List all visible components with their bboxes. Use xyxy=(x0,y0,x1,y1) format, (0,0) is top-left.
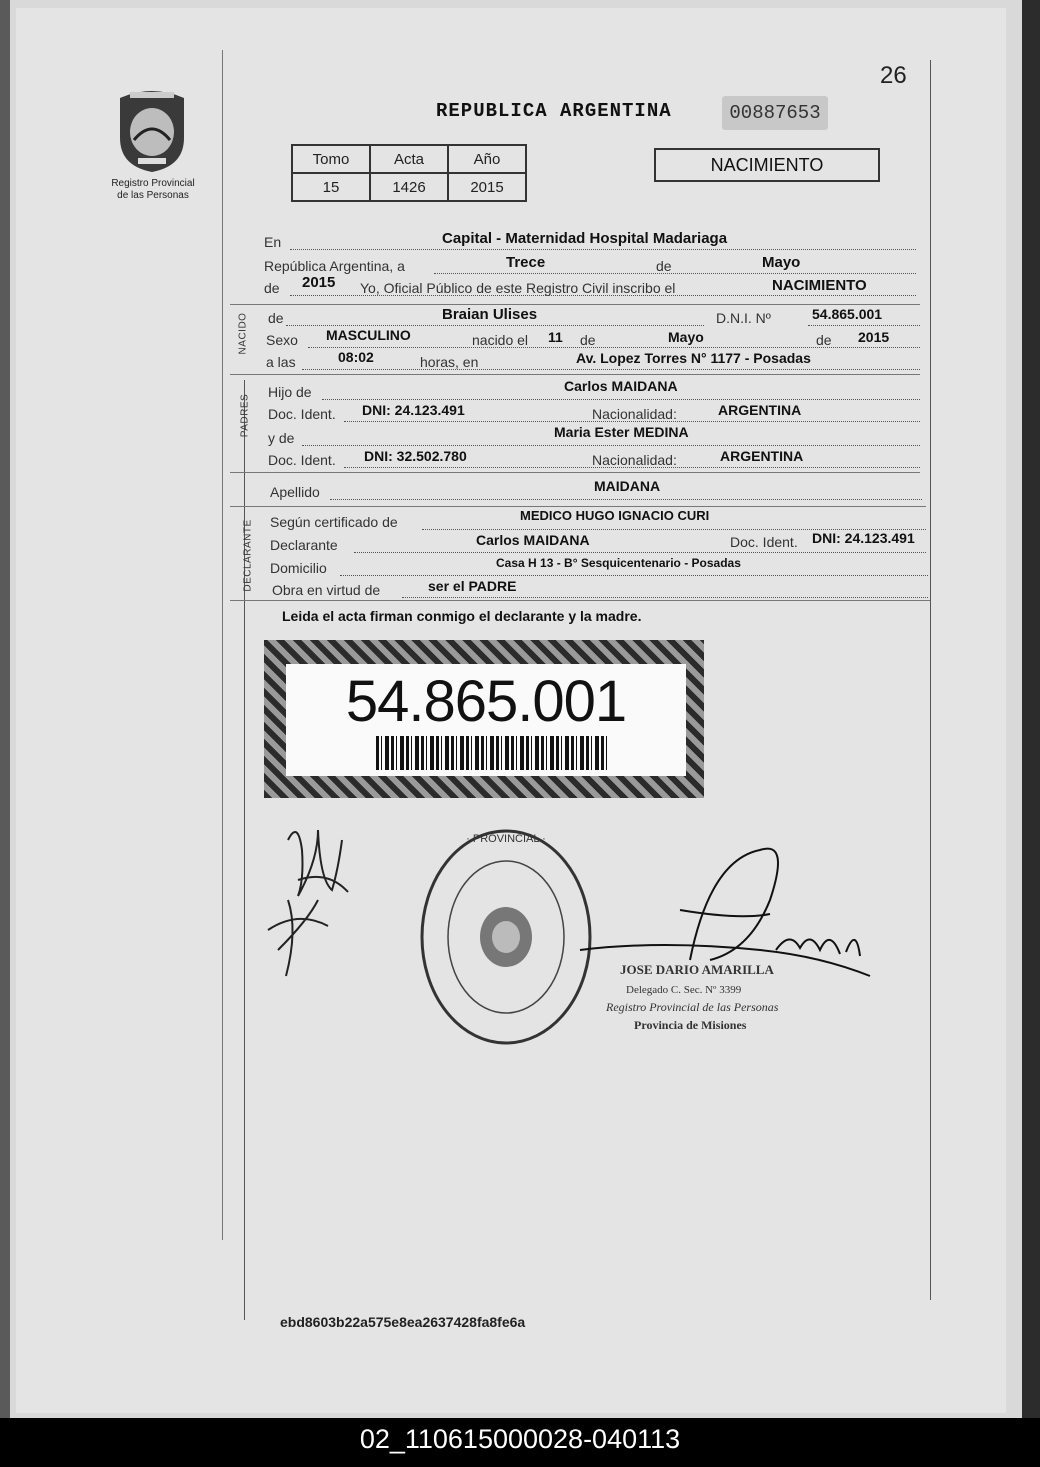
inscribe-value: NACIMIENTO xyxy=(772,277,867,294)
dotted-line xyxy=(434,272,916,274)
left-margin-line xyxy=(222,50,223,1240)
section-label-nacido: NACIDO xyxy=(237,312,249,355)
dotted-line xyxy=(330,498,922,500)
father-doc: DNI: 24.123.491 xyxy=(362,402,465,418)
dotted-line xyxy=(340,574,928,576)
obra-label: Obra en virtud de xyxy=(272,582,381,598)
horas-label: horas, en xyxy=(420,354,479,370)
svg-text:· PROVINCIAL ·: · PROVINCIAL · xyxy=(466,833,546,845)
birth-address: Av. Lopez Torres N° 1177 - Posadas xyxy=(576,350,811,366)
sexo-value: MASCULINO xyxy=(326,327,411,343)
official-registry: Registro Provincial de las Personas xyxy=(606,1000,779,1014)
registry-header-acta: Acta xyxy=(370,145,448,173)
mother-nationality: ARGENTINA xyxy=(720,448,804,464)
de2-label: de xyxy=(264,280,280,296)
dotted-line xyxy=(286,324,704,326)
month-word: Mayo xyxy=(762,254,801,271)
dni-sticker xyxy=(264,640,704,798)
apellido-value: MAIDANA xyxy=(594,478,661,494)
org-name xyxy=(92,178,214,202)
day-word: Trece xyxy=(506,254,546,271)
official-province: Provincia de Misiones xyxy=(634,1018,747,1032)
birth-day: 11 xyxy=(548,329,563,345)
declarante-doc: DNI: 24.123.491 xyxy=(812,530,915,546)
registry-value-tomo: 15 xyxy=(292,173,370,201)
child-dni: 54.865.001 xyxy=(812,306,883,322)
father-doc-label: Doc. Ident. xyxy=(268,406,336,422)
provincial-seal-logo xyxy=(112,88,192,174)
mother-name: Maria Ester MEDINA xyxy=(554,424,689,440)
obra-value: ser el PADRE xyxy=(428,578,517,594)
father-nat-label: Nacionalidad: xyxy=(592,406,677,422)
nacido-label: nacido el xyxy=(472,332,529,348)
cert-value: MEDICO HUGO IGNACIO CURI xyxy=(520,508,710,523)
declarante-doc-label: Doc. Ident. xyxy=(730,534,798,550)
registry-value-acta: 1426 xyxy=(370,173,448,201)
mother-doc-label: Doc. Ident. xyxy=(268,452,336,468)
domicilio-value: Casa H 13 - B° Sesquicentenario - Posadas xyxy=(496,556,741,570)
hijo-label: Hijo de xyxy=(268,384,312,400)
dotted-line xyxy=(808,324,920,326)
domicilio-label: Domicilio xyxy=(270,560,327,576)
dotted-line xyxy=(354,551,926,553)
document-title: REPUBLICA ARGENTINA xyxy=(436,100,672,122)
registry-value-ano: 2015 xyxy=(448,173,526,201)
dotted-line xyxy=(302,444,920,446)
declarante-name: Carlos MAIDANA xyxy=(476,532,590,548)
section-label-padres: PADRES xyxy=(239,393,251,438)
republica-label: República Argentina, a xyxy=(264,258,405,274)
sexo-label: Sexo xyxy=(266,332,298,348)
dni-sticker-number: 54.865.001 xyxy=(345,669,627,734)
section-divider xyxy=(230,374,920,375)
document-hash: ebd8603b22a575e8ea2637428fa8fe6a xyxy=(280,1314,526,1330)
official-name: JOSE DARIO AMARILLA xyxy=(620,962,774,977)
org-line-1: Registro Provincial xyxy=(111,178,195,189)
dotted-line xyxy=(290,248,916,250)
section-divider xyxy=(230,506,926,507)
birth-time: 08:02 xyxy=(338,349,374,365)
nacido-de-label: de xyxy=(268,310,284,326)
scan-footer xyxy=(0,1418,1040,1467)
yde-label: y de xyxy=(268,430,295,446)
en-label: En xyxy=(264,234,282,250)
apellido-label: Apellido xyxy=(270,484,320,500)
closing-statement: Leida el acta firman conmigo el declarante y la madre. xyxy=(282,608,642,624)
birth-place: Capital - Maternidad Hospital Madariaga xyxy=(442,230,728,247)
dotted-line xyxy=(322,398,920,400)
alas-label: a las xyxy=(266,354,296,370)
official-title: Delegado C. Sec. Nº 3399 xyxy=(626,984,742,996)
nacido-de-label-3: de xyxy=(816,332,832,348)
birth-month: Mayo xyxy=(668,329,704,345)
registry-header-ano: Año xyxy=(448,145,526,173)
nacido-de-label-2: de xyxy=(580,332,596,348)
dotted-line xyxy=(402,596,928,598)
org-line-2: de las Personas xyxy=(117,190,189,201)
dotted-line xyxy=(302,368,920,370)
father-nationality: ARGENTINA xyxy=(718,402,802,418)
declarante-signature xyxy=(258,800,368,980)
page-number: 26 xyxy=(880,62,907,89)
section-divider xyxy=(230,472,920,473)
mother-nat-label: Nacionalidad: xyxy=(592,452,677,468)
de-label: de xyxy=(656,258,672,274)
serial-number-sticker: 00887653 xyxy=(722,96,828,130)
cert-label: Según certificado de xyxy=(270,514,398,530)
child-name: Braian Ulises xyxy=(442,306,538,323)
year-value: 2015 xyxy=(302,274,336,291)
scan-file-id: 02_110615000028-040113 xyxy=(359,1424,681,1454)
father-name: Carlos MAIDANA xyxy=(564,378,678,394)
mother-doc: DNI: 32.502.780 xyxy=(364,448,467,464)
record-type-box: NACIMIENTO xyxy=(654,148,880,182)
section-label-declarante: DECLARANTE xyxy=(242,519,254,592)
right-margin-line xyxy=(930,60,931,1300)
dni-sticker-label xyxy=(286,664,686,776)
dotted-line xyxy=(290,294,916,296)
barcode xyxy=(376,736,608,770)
birth-year: 2015 xyxy=(858,329,890,345)
dni-label: D.N.I. Nº xyxy=(716,310,771,326)
oficial-text: Yo, Oficial Público de este Registro Civil inscribo el xyxy=(360,280,676,296)
section-divider xyxy=(230,304,920,305)
section-divider xyxy=(230,600,930,601)
declarante-label: Declarante xyxy=(270,537,338,553)
registry-table xyxy=(291,144,527,202)
registry-header-tomo: Tomo xyxy=(292,145,370,173)
